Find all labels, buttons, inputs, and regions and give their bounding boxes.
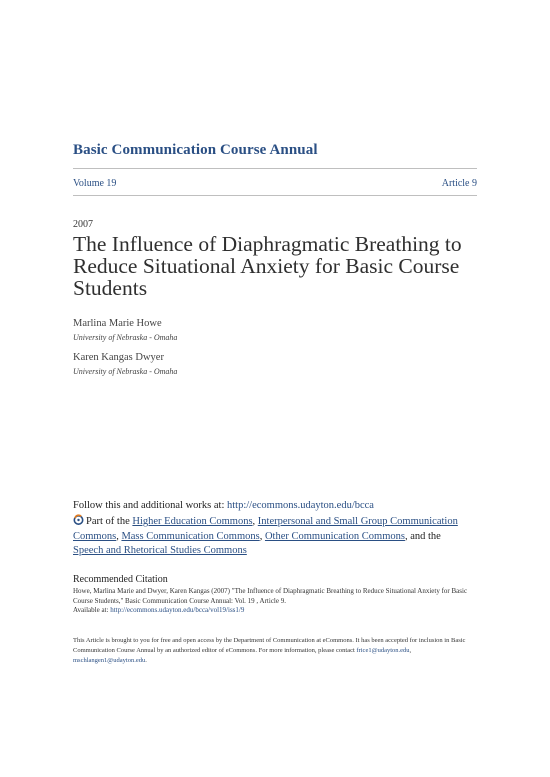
interpersonal-commons-link[interactable]: Interpersonal and Small Group Communication Commons [73, 516, 458, 542]
separator: , [116, 530, 119, 542]
part-of-commons [73, 514, 468, 559]
separator: , [252, 516, 256, 527]
access-notice [73, 636, 478, 666]
header-rule-bottom [73, 195, 477, 196]
article-link[interactable]: Article 9 [441, 178, 477, 189]
author-name: Marlina Marie Howe [73, 318, 162, 329]
open-access-icon [73, 514, 84, 525]
separator: , [259, 530, 263, 542]
journal-title[interactable]: Basic Communication Course Annual [73, 142, 318, 158]
separator: , [409, 647, 412, 654]
follow-prefix: Follow this and additional works at: [73, 500, 225, 511]
email-link[interactable]: mschlangen1@udayton.edu [73, 657, 146, 664]
citation-text: Howe, Marlina Marie and Dwyer, Karen Kangas (2007) "The Influence of Diaphragmatic Breathing to Reduce Situational Anxiety for Basic Course Students," Basic Communication Course Annual: Vol. 19 , Article 9. [73, 587, 468, 605]
separator: , and the [404, 530, 441, 542]
email-link[interactable]: frice1@udayton.edu [356, 647, 410, 654]
separator: . [145, 657, 147, 664]
header-rule-top [73, 168, 477, 169]
recommended-citation-heading: Recommended Citation [73, 574, 168, 585]
publication-year: 2007 [73, 219, 93, 230]
volume-row [73, 178, 477, 189]
speech-rhetorical-commons-link[interactable]: Speech and Rhetorical Studies Commons [73, 545, 247, 556]
follow-line [73, 500, 374, 511]
author-name: Karen Kangas Dwyer [73, 352, 164, 363]
mass-communication-commons-link[interactable]: Mass Communication Commons [121, 530, 260, 542]
other-communication-commons-link[interactable]: Other Communication Commons [264, 530, 405, 542]
higher-education-commons-link[interactable]: Higher Education Commons [132, 516, 253, 527]
article-url-link[interactable]: http://ecommons.udayton.edu/bcca/vol19/iss1/9 [110, 606, 245, 614]
notice-text: This Article is brought to you for free and open access by the Department of Communication at eCommons. It has been accepted for inclusion in Basic Communication Course Annual by an authorized editor of eCommons. For more information, please contact [73, 637, 466, 654]
part-of-prefix: Part of the [86, 516, 130, 527]
author-affiliation: University of Nebraska - Omaha [73, 367, 178, 376]
available-prefix: Available at: [73, 606, 109, 614]
collection-link[interactable]: http://ecommons.udayton.edu/bcca [227, 500, 374, 511]
author-affiliation: University of Nebraska - Omaha [73, 333, 178, 342]
paper-title: The Influence of Diaphragmatic Breathing to Reduce Situational Anxiety for Basic Course Students [73, 232, 462, 300]
volume-link[interactable]: Volume 19 [73, 178, 117, 189]
available-at [73, 606, 244, 614]
